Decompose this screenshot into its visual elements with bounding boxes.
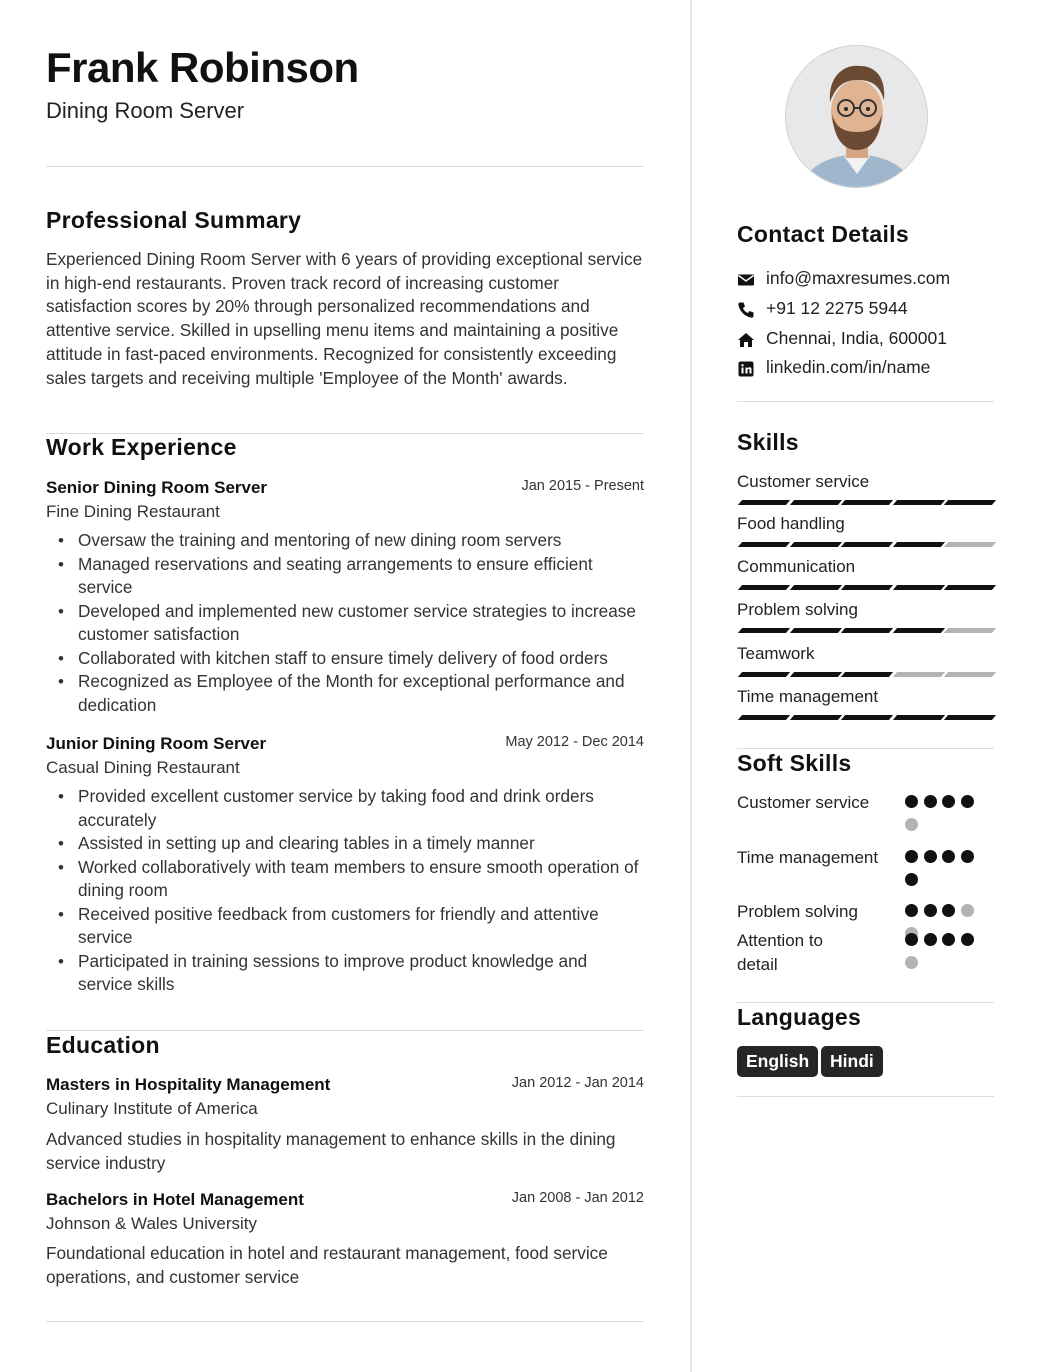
contact-address-text: Chennai, India, 600001 [766, 328, 947, 348]
bullet-item: • Collaborated with kitchen staff to ensure timely delivery of food orders [46, 647, 644, 671]
contact-address [737, 328, 994, 352]
experience-divider [46, 1030, 644, 1031]
soft-skill-label: Problem solving [737, 902, 858, 921]
skills-title: Skills [737, 429, 799, 455]
contact-email-text: info@maxresumes.com [766, 268, 951, 288]
contact-phone[interactable] [737, 298, 994, 322]
linkedin-icon [737, 360, 755, 378]
skill-level-segment [892, 500, 944, 505]
skill-level-segment [738, 585, 790, 590]
profile-portrait-icon [786, 46, 928, 188]
job-employer: Casual Dining Restaurant [46, 758, 240, 777]
soft-skill-level-dot [961, 795, 974, 808]
soft-skill-level-dot [942, 904, 955, 917]
job-employer: Fine Dining Restaurant [46, 502, 220, 521]
skill-level-segment [789, 672, 841, 677]
bullet-item: • Managed reservations and seating arrangements to ensure efficient service [46, 553, 644, 600]
contact-phone-text: +91 12 2275 5944 [766, 298, 908, 318]
summary-title: Professional Summary [46, 207, 302, 233]
job-title: Junior Dining Room Server [46, 734, 267, 753]
skill-level-segment [789, 500, 841, 505]
education-title: Education [46, 1032, 160, 1058]
bullet-item: • Provided excellent customer service by taking food and drink orders accurately [46, 785, 644, 832]
soft-skill-label: Customer service [737, 793, 870, 812]
bullet-item: • Received positive feedback from customers for friendly and attentive service [46, 903, 644, 950]
skill-level-bars [737, 585, 993, 591]
column-divider [690, 0, 692, 1372]
education-description: Foundational education in hotel and restaurant management, food service operations, and customer service [46, 1243, 608, 1287]
skill-level-segment [738, 672, 790, 677]
skill-level-segment [841, 542, 893, 547]
profile-photo [785, 45, 928, 188]
skill-level-segment [738, 628, 790, 633]
skill-label: Problem solving [737, 600, 858, 619]
soft-skill-level-dot [961, 904, 974, 917]
skill-level-segment [789, 715, 841, 720]
skill-item [737, 514, 994, 534]
skill-label: Teamwork [737, 644, 815, 663]
candidate-role: Dining Room Server [46, 98, 245, 123]
language-chip: English [737, 1046, 818, 1077]
bullet-item: • Worked collaboratively with team members to ensure smooth operation of dining room [46, 856, 644, 903]
contact-linkedin[interactable] [737, 357, 994, 381]
skill-label: Customer service [737, 472, 870, 491]
skill-level-segment [944, 628, 996, 633]
soft-skill-level-dot [924, 850, 937, 863]
school-name: Culinary Institute of America [46, 1099, 258, 1118]
skill-level-bars [737, 500, 993, 506]
skill-level-segment [892, 542, 944, 547]
contact-title: Contact Details [737, 221, 909, 247]
education-date: Jan 2008 - Jan 2012 [511, 1190, 644, 1206]
languages-title: Languages [737, 1004, 862, 1030]
soft-skill-level-dot [905, 873, 918, 886]
job-title: Senior Dining Room Server [46, 478, 268, 497]
education-date: Jan 2012 - Jan 2014 [511, 1075, 644, 1091]
bullet-item: • Recognized as Employee of the Month for exceptional performance and dedication [46, 670, 644, 717]
skill-level-segment [789, 585, 841, 590]
skill-label: Communication [737, 557, 856, 576]
job-date: May 2012 - Dec 2014 [505, 734, 644, 750]
skill-item [737, 644, 994, 664]
skill-level-segment [892, 628, 944, 633]
skill-level-segment [841, 672, 893, 677]
bullet-item: • Developed and implemented new customer service strategies to increase customer satisfaction [46, 600, 644, 647]
job-bullets [46, 529, 644, 717]
degree-title: Bachelors in Hotel Management [46, 1190, 304, 1209]
skill-item [737, 472, 994, 492]
school-name: Johnson & Wales University [46, 1214, 258, 1233]
soft-skill-level-dot [942, 933, 955, 946]
skill-level-segment [944, 585, 996, 590]
skill-level-segment [944, 715, 996, 720]
header-divider [46, 166, 644, 167]
education-description: Advanced studies in hospitality management to enhance skills in the dining service industry [46, 1129, 616, 1173]
skill-level-segment [944, 500, 996, 505]
soft-skill-level-dot [905, 850, 918, 863]
soft-skill-level-dot [905, 904, 918, 917]
skill-level-bars [737, 715, 993, 721]
contact-email[interactable] [737, 268, 994, 292]
soft-skill-level-dot [924, 933, 937, 946]
phone-icon [737, 301, 755, 319]
soft-skill-level-dot [905, 795, 918, 808]
contact-linkedin-text: linkedin.com/in/name [766, 357, 931, 377]
skill-level-segment [841, 585, 893, 590]
skill-level-segment [738, 500, 790, 505]
soft-skill-level-dot [961, 850, 974, 863]
experience-title: Work Experience [46, 434, 237, 460]
skill-level-segment [892, 585, 944, 590]
skill-level-segment [841, 628, 893, 633]
bullet-item: • Assisted in setting up and clearing tables in a timely manner [46, 832, 644, 856]
contact-divider [737, 401, 994, 402]
skill-level-segment [841, 500, 893, 505]
skill-level-bars [737, 672, 993, 678]
skill-level-segment [789, 542, 841, 547]
skill-label: Time management [737, 687, 879, 706]
soft-skill-level-dot [924, 795, 937, 808]
skill-level-segment [738, 542, 790, 547]
soft-skills-title: Soft Skills [737, 750, 852, 776]
skill-item [737, 687, 994, 707]
skill-level-segment [944, 672, 996, 677]
home-icon [737, 331, 755, 349]
skill-level-bars [737, 628, 993, 634]
soft-skill-level-dot [905, 956, 918, 969]
soft-skill-label: Attention to detail [737, 931, 824, 974]
summary-text: Experienced Dining Room Server with 6 years of providing exceptional service in high-end restaurants. Proven track record of increasing customer satisfaction scores by 20% through personalized recommendations and attentive service. Skilled in upselling menu items and maintaining a positive attitude in fast-paced environments. Recognized for consistently exceeding sales targets and receiving multiple 'Employee of the Month' awards. [46, 249, 643, 388]
soft-skill-level-dot [905, 818, 918, 831]
skill-item [737, 600, 994, 620]
soft-skill-level-dot [942, 795, 955, 808]
soft-skill-level-dot [942, 850, 955, 863]
skill-level-segment [841, 715, 893, 720]
soft-skill-level-dot [905, 933, 918, 946]
soft-skill-level-dot [961, 933, 974, 946]
email-icon [737, 271, 755, 289]
degree-title: Masters in Hospitality Management [46, 1075, 331, 1094]
candidate-name: Frank Robinson [46, 44, 359, 91]
skill-item [737, 557, 994, 577]
soft-skills-divider [737, 1002, 994, 1003]
skill-label: Food handling [737, 514, 845, 533]
bullet-item: • Oversaw the training and mentoring of new dining room servers [46, 529, 644, 553]
languages-divider [737, 1096, 994, 1097]
skill-level-segment [944, 542, 996, 547]
footer-divider [46, 1321, 644, 1322]
soft-skill-label: Time management [737, 848, 879, 867]
soft-skill-level-dot [924, 904, 937, 917]
job-date: Jan 2015 - Present [521, 478, 644, 494]
skill-level-segment [892, 672, 944, 677]
skills-divider [737, 748, 994, 749]
language-chip: Hindi [821, 1046, 883, 1077]
skill-level-bars [737, 542, 993, 548]
skill-level-segment [789, 628, 841, 633]
skill-level-segment [892, 715, 944, 720]
bullet-item: • Participated in training sessions to improve product knowledge and service skills [46, 950, 644, 997]
job-bullets [46, 785, 644, 997]
skill-level-segment [738, 715, 790, 720]
